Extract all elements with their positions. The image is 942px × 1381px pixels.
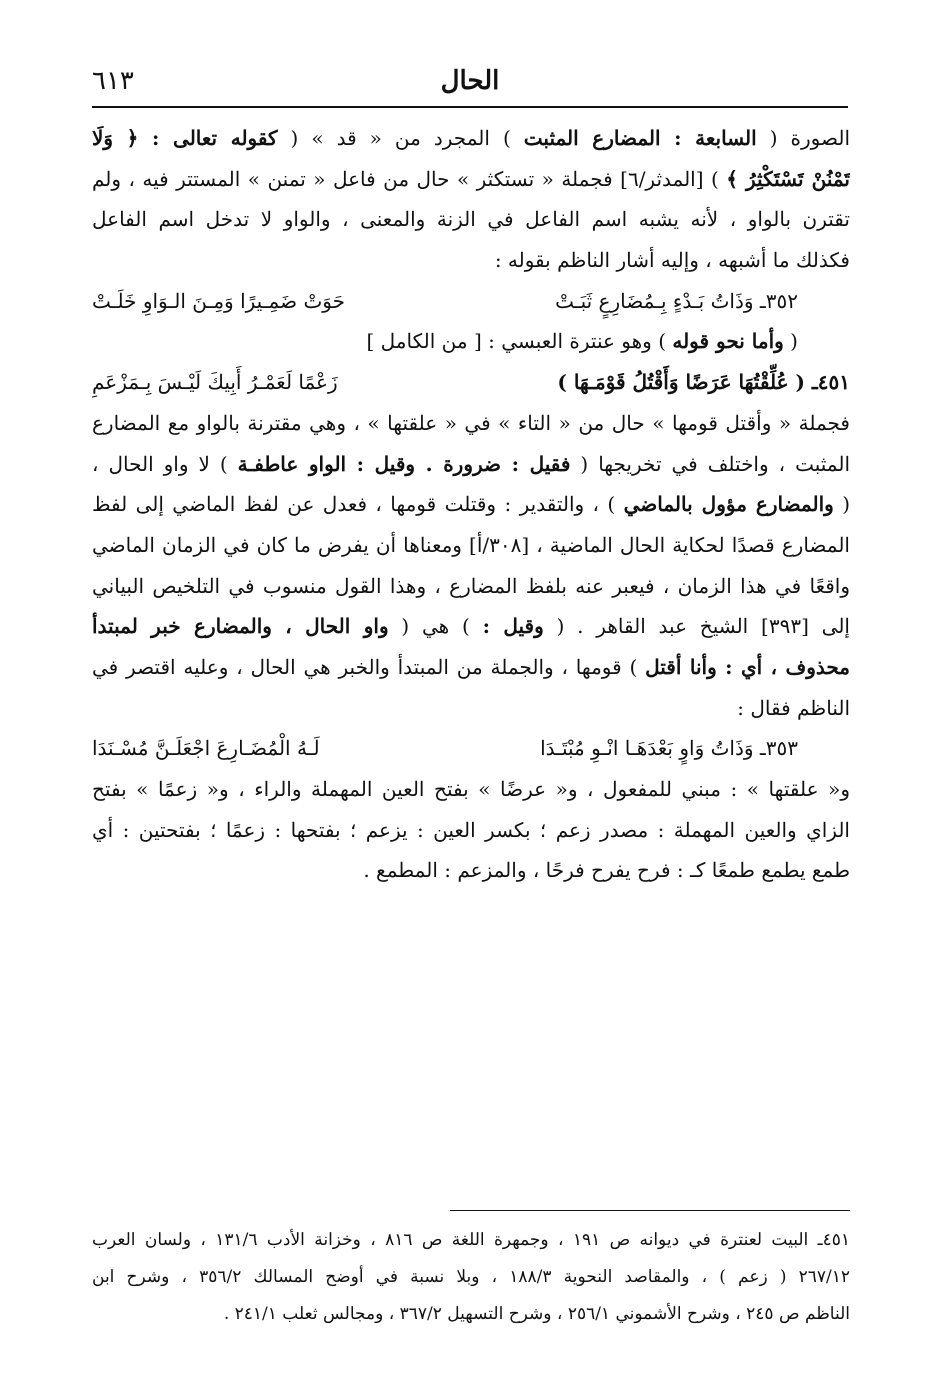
page-number: ٦١٣ [92, 66, 134, 96]
header-rule [92, 106, 848, 108]
verse-intro: ( وأما نحو قوله ) وهو عنترة العبسي : [ من الكامل ] [366, 329, 798, 354]
text-line: الزاي والعين المهملة : مصدر زعم ؛ بكسر العين : يزعم ؛ بفتحها : زعمًا ؛ بفتحتين : أي [92, 817, 850, 842]
verse-451 [92, 362, 850, 403]
text-line: المضارع قصدًا لحكاية الحال الماضية ، [٣٠٨/أ] ومعناها أن يفرض ما كان في الزمان الماضي [92, 532, 850, 557]
text-line: فجملة « وأقتل قومها » حال من « التاء » في « علقتها » ، وهي مقترنة بالواو مع المضارع [92, 410, 850, 435]
verse-second-half: لَـهُ الْمُضَـارِعَ اجْعَلَـنَّ مُسْـنَدَا [92, 736, 320, 761]
verse-352 [92, 281, 850, 322]
text-line: تقترن بالواو ، لأنه يشبه اسم الفاعل في الزنة والمعنى ، والواو لا تدخل اسم الفاعل [92, 207, 850, 232]
verse-second-half: زَعْمًا لَعَمْـرُ أَبِيكَ لَيْـسَ بِـمَزْعَمِ [92, 370, 338, 395]
verse-first-half: ٣٥٣ـ وَذَاتُ وَاوٍ بَعْدَهَـا انْـوِ مُبْتَـدَا [540, 736, 798, 761]
running-header [92, 66, 848, 106]
verse-first-half: ٤٥١ـ ( عُلِّقْتُهَا عَرَضًا وَأَقْتُلُ قَوْمَـهَا ) [557, 370, 850, 395]
text-line: الصورة ( السابعة : المضارع المثبت ) المجرد من « قد » ( كقوله تعالى : ﴿ وَلَا [92, 126, 850, 150]
footnote-line: ٢٦٧/١٢ ( زعم ) ، والمقاصد النحوية ١٨٨/٣ ، وبلا نسبة في أوضح المسالك ٣٥٦/٢ ، وشرح ابن [92, 1267, 850, 1287]
text-line: فكذلك ما أشبهه ، وإليه أشار الناظم بقوله : [494, 248, 850, 273]
chapter-title: الحال [440, 66, 500, 96]
main-text [92, 118, 850, 891]
text-line: واقعًا في هذا الزمان ، فيعبر عنه بلفظ المضارع ، وهذا القول منسوب في التلخيص البياني [92, 573, 850, 598]
verse-353 [92, 728, 850, 769]
footnote-rule [450, 1210, 850, 1211]
text-line: محذوف ، أي : وأنا أقتل ) قومها ، والجملة من المبتدأ والخبر هي الحال ، وعليه اقتصر في [92, 654, 850, 679]
text-line: المثبت ، واختلف في تخريجها ( فقيل : ضرورة . وقيل : الواو عاطفـة ) لا واو الحال ، [92, 451, 850, 476]
footnote-line: الناظم ص ٢٤٥ ، وشرح الأشموني ٢٥٦/١ ، وشرح التسهيل ٣٦٧/٢ ، ومجالس ثعلب ٢٤١/١ . [223, 1304, 850, 1324]
verse-first-half: ٣٥٢ـ وَذَاتُ بَـدْءٍ بِـمُضَارِعٍ ثَبَـتْ [555, 288, 798, 313]
verse-second-half: حَوَتْ ضَمِـيرًا وَمِـنَ الـوَاوِ خَلَـتْ [92, 288, 345, 313]
text-line: تَمْنُنْ تَسْتَكْثِرُ ﴾ ) [المدثر/٦] فجملة « تستكثر » حال من فاعل « تمنن » المستتر فيه ، ولم [92, 166, 850, 191]
footnotes [92, 1222, 850, 1333]
text-line: طمع يطمع طمعًا كـ : فرح يفرح فرحًا ، والمزعم : المطمع . [363, 858, 850, 883]
text-line: الناظم فقال : [737, 695, 850, 720]
text-line: و« علقتها » : مبني للمفعول ، و« عرضًا » بفتح العين المهملة والراء ، و« زعمًا » بفتح [92, 777, 850, 801]
footnote-line: ٤٥١ـ البيت لعنترة في ديوانه ص ١٩١ ، وجمهرة اللغة ص ٨١٦ ، وخزانة الأدب ١٣١/٦ ، ولسان العرب [92, 1230, 850, 1250]
text-line: إلى [٣٩٣] الشيخ عبد القاهر . ( وقيل : ) هي ( واو الحال ، والمضارع خبر لمبتدأ [92, 614, 850, 639]
text-line: ( والمضارع مؤول بالماضي ) ، والتقدير : وقتلت قومها ، فعدل عن لفظ الماضي إلى لفظ [92, 492, 850, 517]
